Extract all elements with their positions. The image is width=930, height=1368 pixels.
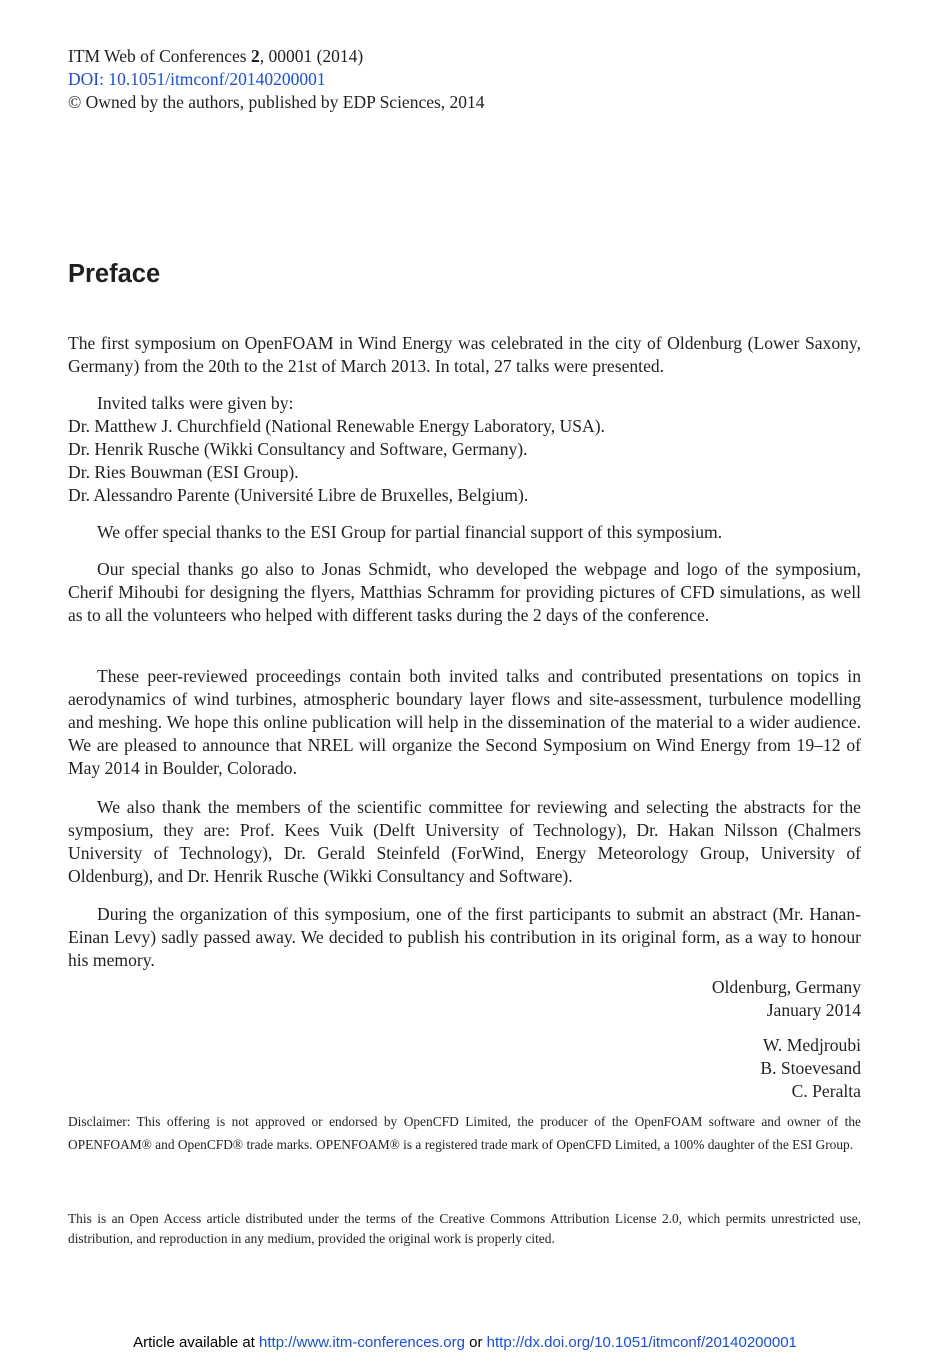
journal-issue-year: , 00001 (2014) bbox=[259, 46, 364, 66]
footer-separator: or bbox=[464, 1334, 487, 1351]
journal-website-link[interactable]: http://www.itm-conferences.org bbox=[259, 1334, 465, 1351]
signature-author: B. Stoevesand bbox=[760, 1058, 861, 1078]
committee-paragraph: We also thank the members of the scientific committee for reviewing and selecting the abstracts for the symposium, they are: Prof. Kees Vuik (Delft University of Technology), Dr. Hakan Nilsson (Chalmers University of Technology), Dr. Gerald Steinfeld (ForWind, Energy Meteorology Group, University of Oldenburg), and Dr. Henrik Rusche (Wikki Consultancy and Software). bbox=[68, 797, 861, 886]
signature-author: W. Medjroubi bbox=[762, 1035, 861, 1055]
invited-talks-intro: Invited talks were given by: bbox=[97, 393, 294, 413]
doi-url-link[interactable]: http://dx.doi.org/10.1051/itmconf/20140200001 bbox=[486, 1334, 797, 1351]
footer-prefix: Article available at bbox=[133, 1334, 260, 1351]
copyright-notice: © Owned by the authors, published by EDP Sciences, 2014 bbox=[68, 92, 485, 112]
article-availability-footer bbox=[0, 1333, 930, 1353]
proceedings-paragraph: These peer-reviewed proceedings contain both invited talks and contributed presentations on topics in aerodynamics of wind turbines, atmospheric boundary layer flows and site-assessment, turbulence modelling and meshing. We hope this online publication will help in the dissemination of the material to a wider audience. We are pleased to announce that NREL will organize the Second Symposium on Wind Energy from 19–12 of May 2014 in Boulder, Colorado. bbox=[68, 666, 861, 778]
thanks-paragraph: We offer special thanks to the ESI Group for partial financial support of this symposium. bbox=[97, 522, 723, 542]
special-thanks-paragraph: Our special thanks go also to Jonas Schmidt, who developed the webpage and logo of the symposium, Cherif Mihoubi for designing the flyers, Matthias Schramm for providing pictures of CFD simulations, as well as to all the volunteers who helped with different tasks during the 2 days of the conference. bbox=[68, 559, 861, 625]
invited-speaker: Dr. Ries Bouwman (ESI Group). bbox=[68, 462, 299, 482]
journal-citation bbox=[68, 45, 363, 68]
signature-author: C. Peralta bbox=[791, 1081, 861, 1101]
invited-speaker: Dr. Alessandro Parente (Université Libre de Bruxelles, Belgium). bbox=[68, 485, 529, 505]
page-title: Preface bbox=[68, 260, 161, 288]
signature-date: January 2014 bbox=[766, 1000, 861, 1020]
journal-volume: 2 bbox=[250, 46, 260, 66]
journal-name: ITM Web of Conferences bbox=[68, 46, 251, 66]
license-notice: This is an Open Access article distributed under the terms of the Creative Commons Attribution License 2.0, which permits unrestricted use, distribution, and reproduction in any medium, provided the original work is properly cited. bbox=[68, 1211, 861, 1246]
signature-place: Oldenburg, Germany bbox=[711, 977, 861, 997]
intro-paragraph: The first symposium on OpenFOAM in Wind Energy was celebrated in the city of Oldenburg (Lower Saxony, Germany) from the 20th to the 21st of March 2013. In total, 27 talks were presented. bbox=[68, 333, 861, 376]
invited-speaker: Dr. Matthew J. Churchfield (National Renewable Energy Laboratory, USA). bbox=[68, 416, 605, 436]
memorial-paragraph: During the organization of this symposium, one of the first participants to submit an abstract (Mr. Hanan-Einan Levy) sadly passed away. We decided to publish his contribution in its original form, as a way to honour his memory. bbox=[68, 904, 861, 970]
doi-link[interactable]: DOI: 10.1051/itmconf/20140200001 bbox=[68, 69, 326, 89]
disclaimer: Disclaimer: This offering is not approved or endorsed by OpenCFD Limited, the producer of the OpenFOAM software and owner of the OPENFOAM® and OpenCFD® trade marks. OPENFOAM® is a registered trade mark of OpenCFD Limited, a 100% daughter of the ESI Group. bbox=[68, 1114, 861, 1152]
invited-speaker: Dr. Henrik Rusche (Wikki Consultancy and Software, Germany). bbox=[68, 439, 528, 459]
